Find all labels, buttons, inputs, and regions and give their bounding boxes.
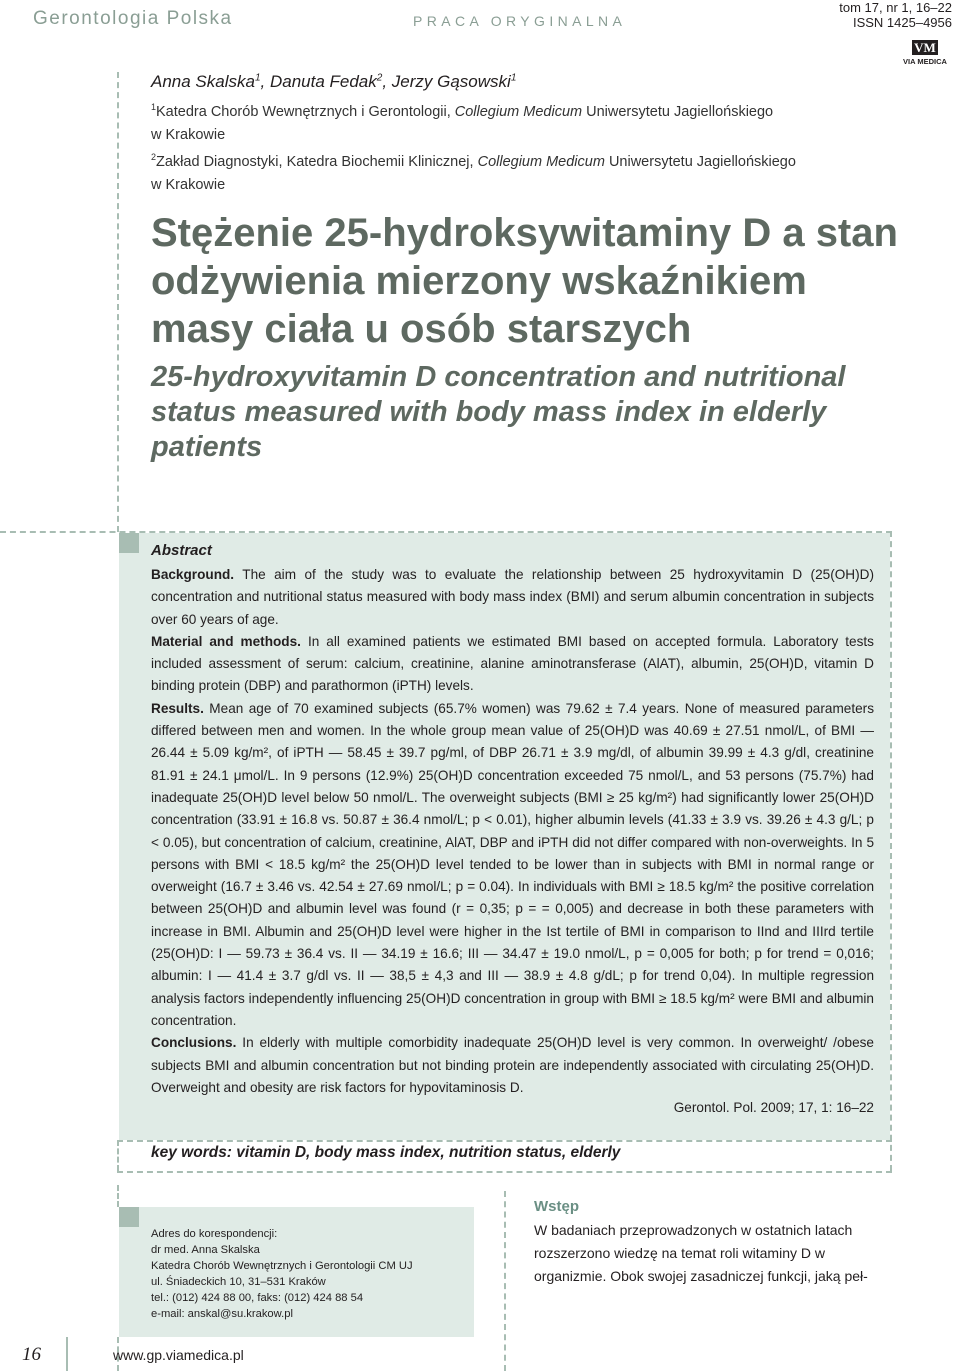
- aff-1-text-post: Uniwersytetu Jagiellońskiego: [582, 103, 774, 120]
- affiliation-2: [151, 146, 891, 197]
- aff-1-num: 1: [151, 102, 157, 112]
- volume-info: [839, 0, 952, 30]
- background-label: Background.: [151, 567, 235, 582]
- authors-line: [151, 72, 516, 92]
- author-1: Anna Skalska: [151, 72, 255, 91]
- title-english: 25-hydroxyvitamin D concentration and nutritional status measured with body mass index in elderly patients: [151, 361, 846, 463]
- methods-label: Material and methods.: [151, 633, 301, 649]
- issn-line: ISSN 1425–4956: [852, 15, 952, 30]
- abstract-conclusions: [151, 1032, 874, 1099]
- left-dashed-guide: [117, 72, 119, 532]
- corr-line: Adres do korespondencji:: [151, 1228, 278, 1240]
- corr-line: tel.: (012) 424 88 00, faks: (012) 424 88 54: [151, 1292, 364, 1304]
- volume-line: tom 17, nr 1, 16–22: [839, 0, 952, 15]
- results-label: Results.: [151, 700, 204, 716]
- abstract-methods: [151, 631, 874, 698]
- aff-1-line2: w Krakowie: [151, 126, 226, 143]
- abstract-background: [151, 564, 874, 631]
- intro-heading: Wstęp: [534, 1198, 579, 1215]
- website-url[interactable]: www.gp.viamedica.pl: [113, 1347, 244, 1363]
- title-polish: Stężenie 25-hydroksywitaminy D a stan odżywienia mierzony wskaźnikiem masy ciała u osób starszych: [151, 211, 898, 351]
- corr-top-dashed-guide: [117, 1185, 119, 1207]
- svg-text:VM: VM: [914, 40, 936, 55]
- aff-1-italic: Collegium Medicum: [454, 103, 583, 120]
- conclusions-text: In elderly with multiple comorbidity inadequate 25(OH)D level is very common. In overweight/ /obese subjects BMI and albumin concentration but not binding protein are independently associated with circulating 25(OH)D. Overweight and obesity are risk factors for hypovitaminosis D.: [151, 1035, 874, 1095]
- abstract-heading: Abstract: [151, 542, 212, 559]
- results-text: Mean age of 70 examined subjects (65.7% women) was 79.62 ± 7.4 years. None of measured parameters differed between men and women. In the whole group mean value of 25(OH)D was 40.69 ± 27.51 nmol/L, of BMI — 26.44 ± 5.09 kg/m², of iPTH — 58.45 ± 39.7 pg/ml, of DBP 26.71 ± 3.9 mg/dl, of albumin 39.99 ± 4.3 g/dl, creatinine 81.91 ± 24.1 μmol/L. In 9 persons (12.9%) 25(OH)D concentration exceeded 75 nmol/L, and 53 persons (75.7%) had inadequate 25(OH)D level below 50 nmol/L. The overweight subjects (BMI ≥ 25 kg/m²) had significantly lower 25(OH)D concentration (33.91 ± 16.8 vs. 50.87 ± 36.4 nmol/L; p < 0.01), higher albumin levels (41.33 ± 3.9 vs. 39.26 ± 4.3 g/L; p < 0.05), but concentration of calcium, creatinine, AlAT, DBP and iPTH did not differ compared with non-overweights. In 5 persons with BMI < 18.5 kg/m² the 25(OH)D level tended to be lower than in subjects with BMI in normal range or overweight (16.7 ± 3.46 vs. 42.54 ± 27.69 nmol/L; p = 0.04). In individuals with BMI ≥ 18.5 kg/m² the positive correlation between 25(OH)D and albumin level was found (r = 0,35; p = = 0,005) and decrease in both these parameters with increase in BMI. Albumin and 25(OH)D level were higher in the Ist tertile of BMI in comparison to IInd and IIIrd tertile (25(OH)D: I — 59.73 ± 36.4 vs. II — 34.19 ± 16.6; III — 34.47 ± 19.0 nmol/L, p = 0,005 for both; p for trend = 0,016; albumin: I — 41.4 ± 3.7 g/dl vs. II — 38,5 ± 4,3 and III — 38.9 ± 4.8 g/dL; p for trend 0,04). In multiple regression analysis factors independently influencing 25(OH)D concentration in group with BMI ≥ 18.5 kg/m² were BMI and albumin concentration.: [151, 700, 874, 1028]
- keywords-bottom-dashed-rule: [117, 1171, 892, 1173]
- methods-text: In all examined patients we estimated BMI based on accepted formula. Laboratory tests included assessment of serum: calcium, creatinine, alanine aminotransferase (AlAT), albumin, 25(OH)D, vitamin D binding protein (DBP) and parathormon (iPTH) levels.: [151, 633, 874, 694]
- corr-email: e-mail: anskal@su.krakow.pl: [151, 1308, 293, 1320]
- correspondence-text: [151, 1226, 413, 1322]
- article-category: PRACA ORYGINALNA: [413, 13, 627, 29]
- via-medica-logo: [896, 40, 954, 66]
- correspondence-marker: [119, 1207, 139, 1227]
- author-3: Jerzy Gąsowski: [391, 72, 511, 91]
- intro-text: W badaniach przeprowadzonych w ostatnich latach rozszerzono wiedzę na temat roli witaminy D w organizmie. Obok swojej zasadniczej funkcji, jaką peł-: [534, 1222, 868, 1284]
- author-2: Danuta Fedak: [269, 72, 377, 91]
- journal-name: Gerontologia Polska: [33, 8, 233, 29]
- abstract-right-dashed-guide: [890, 531, 892, 1171]
- aff-2-line2: w Krakowie: [151, 176, 226, 193]
- aff-2-text-post: Uniwersytetu Jagiellońskiego: [604, 153, 796, 170]
- author-separator: ,: [382, 72, 392, 91]
- affiliation-1: [151, 96, 891, 147]
- abstract-marker: [119, 533, 139, 553]
- intro-dashed-divider: [504, 1191, 506, 1371]
- aff-1-text: Katedra Chorób Wewnętrznych i Gerontologii,: [156, 103, 455, 120]
- abstract-citation: Gerontol. Pol. 2009; 17, 1: 16–22: [673, 1100, 874, 1115]
- aff-2-num: 2: [151, 152, 157, 162]
- author-3-sup: 1: [510, 72, 517, 84]
- aff-2-text: Zakład Diagnostyki, Katedra Biochemii Klinicznej,: [156, 153, 478, 170]
- aff-2-italic: Collegium Medicum: [477, 153, 605, 170]
- abstract-results: [151, 698, 874, 1032]
- keywords: key words: vitamin D, body mass index, nutrition status, elderly: [151, 1144, 621, 1161]
- corr-line: Katedra Chorób Wewnętrznych i Gerontologii CM UJ: [151, 1260, 413, 1272]
- logo-text: VIA MEDICA: [903, 57, 947, 66]
- author-separator: ,: [260, 72, 270, 91]
- author-2-sup: 2: [376, 72, 383, 84]
- corr-line: ul. Śniadeckich 10, 31–531 Kraków: [151, 1276, 326, 1288]
- abstract-bottom-dashed-rule: [117, 1140, 892, 1142]
- abstract-left-dashed-guide: [117, 1140, 119, 1171]
- page-number: 16: [22, 1344, 41, 1365]
- author-1-sup: 1: [254, 72, 261, 84]
- conclusions-label: Conclusions.: [151, 1035, 237, 1051]
- abstract-body: [151, 564, 874, 1099]
- background-text: The aim of the study was to evaluate the relationship between 25 hydroxyvitamin D (25(OH)D) concentration and nutritional status measured with body mass index (BMI) and serum albumin concentration in subjects over 60 years of age.: [151, 567, 874, 627]
- corr-line: dr med. Anna Skalska: [151, 1244, 260, 1256]
